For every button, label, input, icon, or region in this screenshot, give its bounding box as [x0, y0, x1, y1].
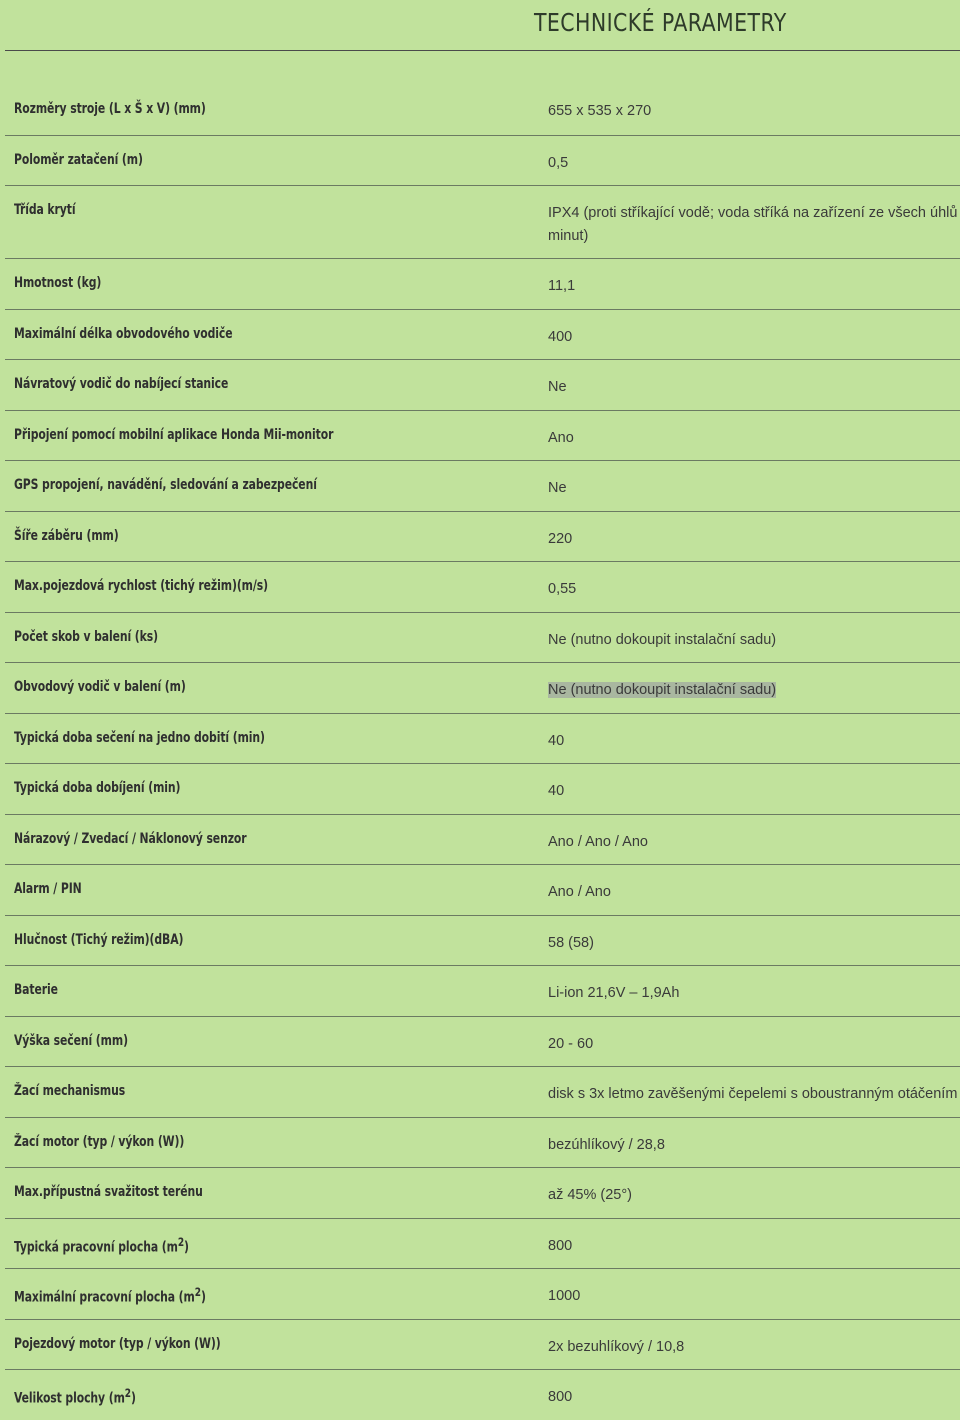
table-row [5, 309, 960, 360]
spec-value[interactable]: 40 [548, 733, 564, 749]
spec-value-cell [539, 1319, 960, 1370]
spec-label-cell [5, 259, 539, 310]
spec-value[interactable]: 20 - 60 [548, 1036, 593, 1052]
superscript-2: 2 [178, 1235, 184, 1249]
spec-value-cell [539, 562, 960, 613]
spec-label-cell [5, 410, 539, 461]
spec-label-prefix: Velikost plochy (m [14, 1391, 125, 1407]
spec-label-suffix: ) [201, 1290, 206, 1306]
spec-label-cell [5, 461, 539, 512]
spec-value[interactable]: 1000 [548, 1288, 580, 1304]
spec-value[interactable]: 0,55 [548, 581, 576, 597]
table-row [5, 461, 960, 512]
spec-label: Hlučnost (Tichý režim)(dBA) [14, 932, 183, 948]
table-row [5, 259, 960, 310]
spec-label-cell [5, 966, 539, 1017]
spec-value-cell [539, 814, 960, 865]
spec-label-cell [5, 1016, 539, 1067]
table-row [5, 1269, 960, 1320]
spec-label-suffix: ) [184, 1239, 189, 1255]
spec-label-cell [5, 309, 539, 360]
spec-value[interactable]: 2x bezuhlíkový / 10,8 [548, 1339, 684, 1355]
spec-value[interactable]: 800 [548, 1389, 572, 1405]
table-row [5, 663, 960, 714]
spec-label: Počet skob v balení (ks) [14, 629, 158, 645]
spec-value[interactable]: 800 [548, 1238, 572, 1254]
spec-label: Maximální délka obvodového vodiče [14, 326, 233, 342]
spec-label [14, 1285, 206, 1306]
table-row [5, 764, 960, 815]
spec-value[interactable]: 655 x 535 x 270 [548, 103, 651, 119]
spec-label-cell [5, 1370, 539, 1420]
table-row [5, 1168, 960, 1219]
spec-label: Typická doba dobíjení (min) [14, 780, 180, 796]
spec-value-cell [539, 511, 960, 562]
spec-value-cell [539, 360, 960, 411]
spec-value[interactable]: bezúhlíkový / 28,8 [548, 1137, 665, 1153]
spec-value-cell [539, 259, 960, 310]
spec-label-cell [5, 612, 539, 663]
spec-label: Pojezdový motor (typ / výkon (W)) [14, 1336, 221, 1352]
spec-label: Návratový vodič do nabíjecí stanice [14, 376, 228, 392]
page-header [5, 0, 960, 51]
spec-label-cell [5, 915, 539, 966]
spec-label: Max.přípustná svažitost terénu [14, 1184, 203, 1200]
spec-label-cell [5, 186, 539, 259]
spec-label: Připojení pomocí mobilní aplikace Honda Mii-monitor [14, 427, 333, 443]
spec-label-cell [5, 1067, 539, 1118]
table-row [5, 186, 960, 259]
spec-label: Rozměry stroje (L x Š x V) (mm) [14, 101, 206, 117]
spec-label-cell [5, 663, 539, 714]
spec-table [5, 85, 960, 1420]
spec-label-cell [5, 85, 539, 135]
spec-label: Výška sečení (mm) [14, 1033, 128, 1049]
spec-value-cell [539, 1269, 960, 1320]
spec-value[interactable]: až 45% (25°) [548, 1187, 632, 1203]
spec-value[interactable]: 11,1 [548, 278, 575, 294]
spec-label [14, 1386, 136, 1407]
table-row [5, 1319, 960, 1370]
spec-value[interactable]: Li-ion 21,6V – 1,9Ah [548, 985, 679, 1001]
spec-label: Baterie [14, 982, 58, 998]
spec-label: Třída krytí [14, 202, 76, 218]
table-row [5, 511, 960, 562]
spec-value-cell [539, 966, 960, 1017]
spec-label-cell [5, 865, 539, 916]
table-row [5, 915, 960, 966]
superscript-2: 2 [195, 1285, 201, 1299]
page-title: TECHNICKÉ PARAMETRY [534, 8, 787, 37]
spec-value[interactable]: Ne [548, 480, 567, 496]
spec-label-cell [5, 764, 539, 815]
spec-label-cell [5, 1269, 539, 1320]
spec-value-cell [539, 1168, 960, 1219]
table-row [5, 1117, 960, 1168]
spec-label: Obvodový vodič v balení (m) [14, 679, 186, 695]
spec-label: Hmotnost (kg) [14, 275, 101, 291]
spec-value-line-1[interactable]: IPX4 (proti stříkající vodě; voda stříká na zařízení ze všech úhlů [548, 202, 960, 225]
spec-value-cell [539, 1067, 960, 1118]
spec-value-cell [539, 1016, 960, 1067]
table-row [5, 562, 960, 613]
table-row [5, 1218, 960, 1269]
table-row [5, 360, 960, 411]
spec-value-cell [539, 135, 960, 186]
table-row [5, 966, 960, 1017]
spec-value-cell [539, 865, 960, 916]
spec-label: Poloměr zatačení (m) [14, 152, 143, 168]
spec-value-cell [539, 713, 960, 764]
table-row [5, 713, 960, 764]
spec-label: Žací mechanismus [14, 1083, 125, 1099]
spec-value[interactable]: Ano / Ano [548, 884, 611, 900]
spec-value[interactable]: 400 [548, 329, 572, 345]
spec-label-cell [5, 1168, 539, 1219]
spec-label: Alarm / PIN [14, 881, 82, 897]
spec-label: Max.pojezdová rychlost (tichý režim)(m/s) [14, 578, 268, 594]
spec-label [14, 1235, 189, 1256]
spec-label-prefix: Maximální pracovní plocha (m [14, 1290, 195, 1306]
spec-value-cell [539, 1117, 960, 1168]
table-row [5, 865, 960, 916]
spec-value[interactable]: 0,5 [548, 155, 568, 171]
spec-label-cell [5, 135, 539, 186]
table-row [5, 612, 960, 663]
spec-label: Nárazový / Zvedací / Náklonový senzor [14, 831, 247, 847]
spec-value-cell [539, 612, 960, 663]
spec-value[interactable]: Ne (nutno dokoupit instalační sadu) [548, 632, 776, 648]
spec-value-cell [539, 663, 960, 714]
table-row [5, 1016, 960, 1067]
spec-label: Typická doba sečení na jedno dobití (min) [14, 730, 265, 746]
spec-value-cell [539, 85, 960, 135]
spec-value-cell [539, 461, 960, 512]
spec-value[interactable]: 220 [548, 531, 572, 547]
spec-label-cell [5, 1117, 539, 1168]
spec-label-cell [5, 511, 539, 562]
spec-value[interactable]: Ne [548, 379, 567, 395]
spec-label: GPS propojení, navádění, sledování a zabezpečení [14, 477, 317, 493]
spec-label: Žací motor (typ / výkon (W)) [14, 1134, 184, 1150]
spec-label-cell [5, 1218, 539, 1269]
table-row [5, 814, 960, 865]
spec-value[interactable]: 58 (58) [548, 935, 594, 951]
spec-value-cell [539, 764, 960, 815]
table-row [5, 85, 960, 135]
spec-value-cell [539, 309, 960, 360]
table-row [5, 410, 960, 461]
spec-label-cell [5, 814, 539, 865]
spec-label-suffix: ) [131, 1391, 136, 1407]
spec-value-cell [539, 410, 960, 461]
spec-value-cell [539, 1218, 960, 1269]
spec-label-cell [5, 1319, 539, 1370]
table-row [5, 1370, 960, 1420]
table-row [5, 1067, 960, 1118]
spec-value-line-2[interactable]: minut) [548, 225, 960, 248]
spec-label-prefix: Typická pracovní plocha (m [14, 1239, 178, 1255]
spec-value-cell [539, 1370, 960, 1420]
spec-value-cell [539, 915, 960, 966]
table-row [5, 135, 960, 186]
spec-label-cell [5, 713, 539, 764]
spec-value-selected[interactable]: Ne (nutno dokoupit instalační sadu) [548, 682, 776, 698]
spec-value-cell [539, 186, 960, 259]
spec-value[interactable]: Ano [548, 430, 574, 446]
spec-value[interactable]: 40 [548, 783, 564, 799]
spec-label-cell [5, 562, 539, 613]
spec-label: Šíře záběru (mm) [14, 528, 119, 544]
spec-value[interactable]: Ano / Ano / Ano [548, 834, 648, 850]
spec-value[interactable]: disk s 3x letmo zavěšenými čepelemi s oboustranným otáčením [548, 1086, 957, 1102]
spec-label-cell [5, 360, 539, 411]
superscript-2: 2 [125, 1386, 131, 1400]
